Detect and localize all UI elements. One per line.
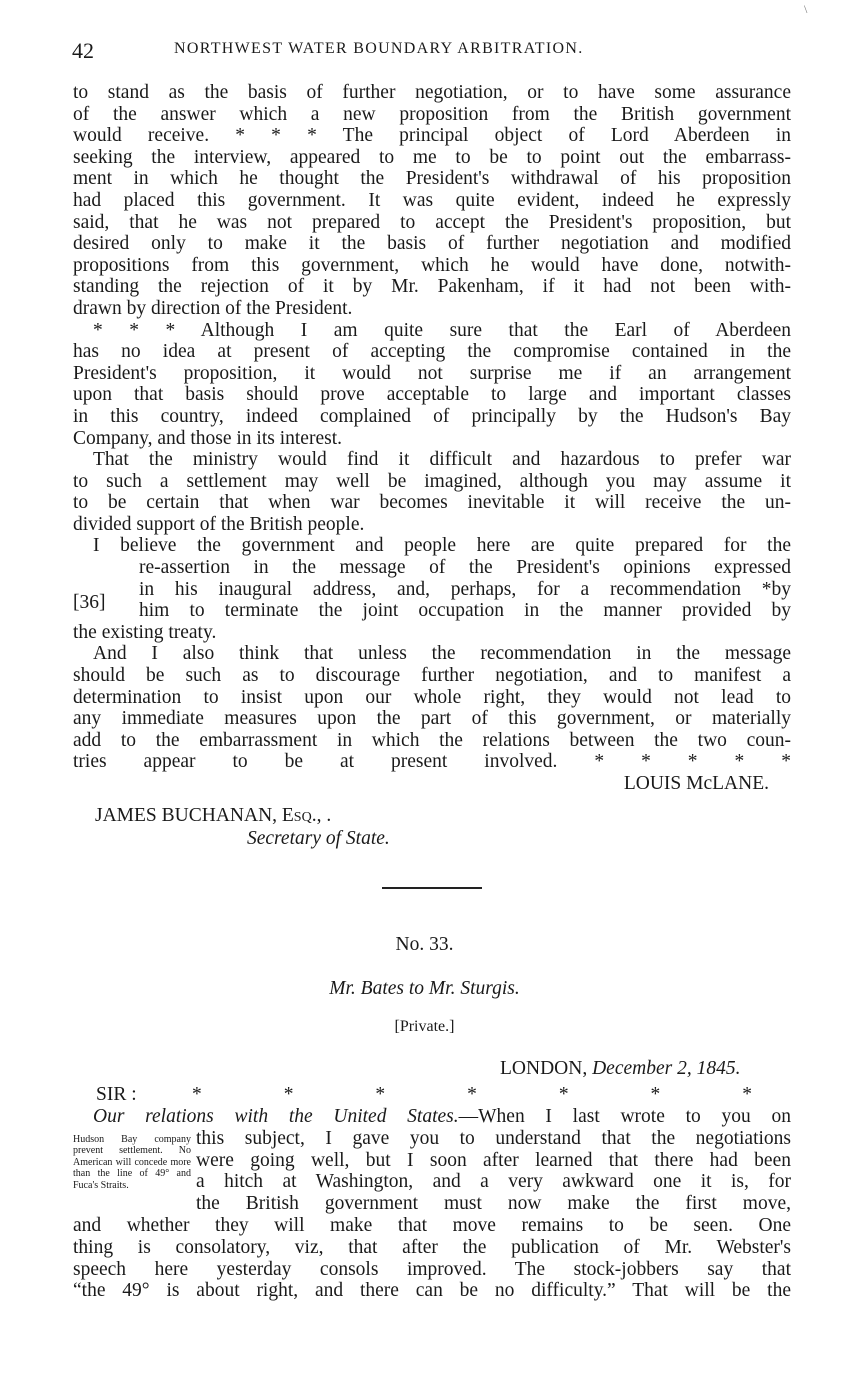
- text-line: has no idea at present of accepting the compromise contained in the: [73, 341, 791, 363]
- text-line: had placed this government. It was quite evident, indeed he expressly: [73, 189, 791, 211]
- dateline: [500, 1058, 740, 1080]
- document-note: [Private.]: [394, 1018, 455, 1035]
- text-line: to stand as the basis of further negotiation, or to have some assurance: [73, 82, 791, 103]
- text-line: tries appear to be at present involved. * * * * *: [73, 751, 791, 773]
- text-line: the existing treaty.: [73, 621, 217, 643]
- text-line: propositions from this government, which he would have done, notwith-: [73, 254, 791, 276]
- text-line: * * * Although I am quite sure that the Earl of Aberdeen: [93, 319, 791, 341]
- signature: LOUIS McLANE.: [623, 773, 769, 794]
- text-line: That the ministry would find it difficult and hazardous to prefer war: [93, 449, 791, 471]
- text-line: would receive. * * * The principal object of Lord Aberdeen in: [73, 125, 791, 147]
- text-line: this subject, I gave you to understand that the negotiations: [196, 1127, 791, 1149]
- salutation: [96, 1084, 791, 1106]
- text-line: ment in which he thought the President's withdrawal of his proposition: [73, 168, 791, 190]
- corner-mark: \: [804, 2, 808, 16]
- star: *: [742, 1084, 752, 1105]
- text-line: thing is consolatory, viz, that after the publication of Mr. Webster's: [73, 1236, 791, 1258]
- text-line: [73, 1106, 791, 1128]
- text-line: said, that he was not prepared to accept the President's proposition, but: [73, 211, 791, 233]
- star: *: [558, 1084, 569, 1105]
- text-line: Company, and those in its interest.: [73, 427, 342, 449]
- star: *: [375, 1084, 386, 1105]
- document-title: Mr. Bates to Mr. Sturgis.: [329, 978, 520, 999]
- text-line: determination to insist upon our whole right, they would not lead to: [73, 686, 791, 708]
- text-line: I believe the government and people here are quite prepared for the: [93, 535, 791, 557]
- star: *: [467, 1084, 477, 1105]
- text-line: President's proposition, it would not surprise me if an arrangement: [73, 362, 791, 384]
- star: *: [192, 1084, 202, 1105]
- text-line: him to terminate the joint occupation in the manner provided by: [139, 600, 791, 622]
- text-line: any immediate measures upon the part of this government, or materially: [73, 708, 791, 730]
- margin-page-reference: [36]: [73, 592, 106, 613]
- addressee-title: Secretary of State.: [247, 828, 390, 849]
- text-line: add to the embarrassment in which the relations between the two coun-: [73, 729, 791, 751]
- dateline-date: December 2, 1845.: [592, 1058, 741, 1079]
- star: *: [650, 1084, 661, 1105]
- text-line: standing the rejection of it by Mr. Pakenham, if it had not been with-: [73, 276, 791, 298]
- addressee-name: JAMES BUCHANAN, Esq., .: [95, 805, 332, 826]
- ellipsis-stars: [192, 1084, 752, 1106]
- text-line: in this country, indeed complained of principally by the Hudson's Bay: [73, 405, 791, 427]
- text-line: should be such as to discourage further negotiation, and to manifest a: [73, 665, 791, 687]
- text-line: re-assertion in the message of the President's opinions expressed: [139, 557, 791, 579]
- text-line: in his inaugural address, and, perhaps, for a recommendation *by: [139, 578, 791, 600]
- text-line: divided support of the British people.: [73, 513, 365, 535]
- text-line: to be certain that when war becomes inevitable it will receive the un-: [73, 492, 791, 514]
- salutation-text: SIR :: [96, 1084, 137, 1105]
- lead-rest: —When I last wrote to you on: [458, 1106, 791, 1127]
- text-line: drawn by direction of the President.: [73, 297, 353, 319]
- running-title: NORTHWEST WATER BOUNDARY ARBITRATION.: [174, 40, 584, 57]
- page-number: 42: [72, 38, 94, 63]
- text-line: to such a settlement may well be imagined, although you may assume it: [73, 470, 791, 492]
- text-line: And I also think that unless the recommendation in the message: [93, 643, 791, 665]
- lead-heading: Our relations with the United States.: [93, 1106, 459, 1127]
- text-line: a hitch at Washington, and a very awkward one it is, for: [196, 1171, 791, 1193]
- text-line: were going well, but I soon after learned that there had been: [196, 1149, 791, 1171]
- text-line: the British government must now make the first move,: [196, 1193, 791, 1215]
- text-line: and whether they will make that move remains to be seen. One: [73, 1214, 791, 1236]
- page-header: [72, 38, 792, 66]
- document-number: No. 33.: [395, 934, 454, 955]
- text-line: desired only to make it the basis of further negotiation and modified: [73, 233, 791, 255]
- margin-sidenote: Hudson Bay company prevent settlement. No American will concede more than the line of 49° and Fuca's Straits.: [73, 1134, 191, 1191]
- text-line: speech here yesterday consols improved. The stock-jobbers say that: [73, 1258, 791, 1280]
- dateline-place: LONDON,: [500, 1058, 588, 1079]
- star: *: [283, 1084, 294, 1105]
- text-line: “the 49° is about right, and there can be no difficulty.” That will be the: [73, 1280, 791, 1302]
- letter-continuation: [73, 82, 791, 795]
- addressee-block: [95, 804, 390, 850]
- text-line: upon that basis should prove acceptable to large and important classes: [73, 384, 791, 406]
- text-line: of the answer which a new proposition from the British government: [73, 103, 791, 125]
- text-line: seeking the interview, appeared to me to be to point out the embarrass-: [73, 146, 791, 168]
- section-divider: [382, 887, 482, 889]
